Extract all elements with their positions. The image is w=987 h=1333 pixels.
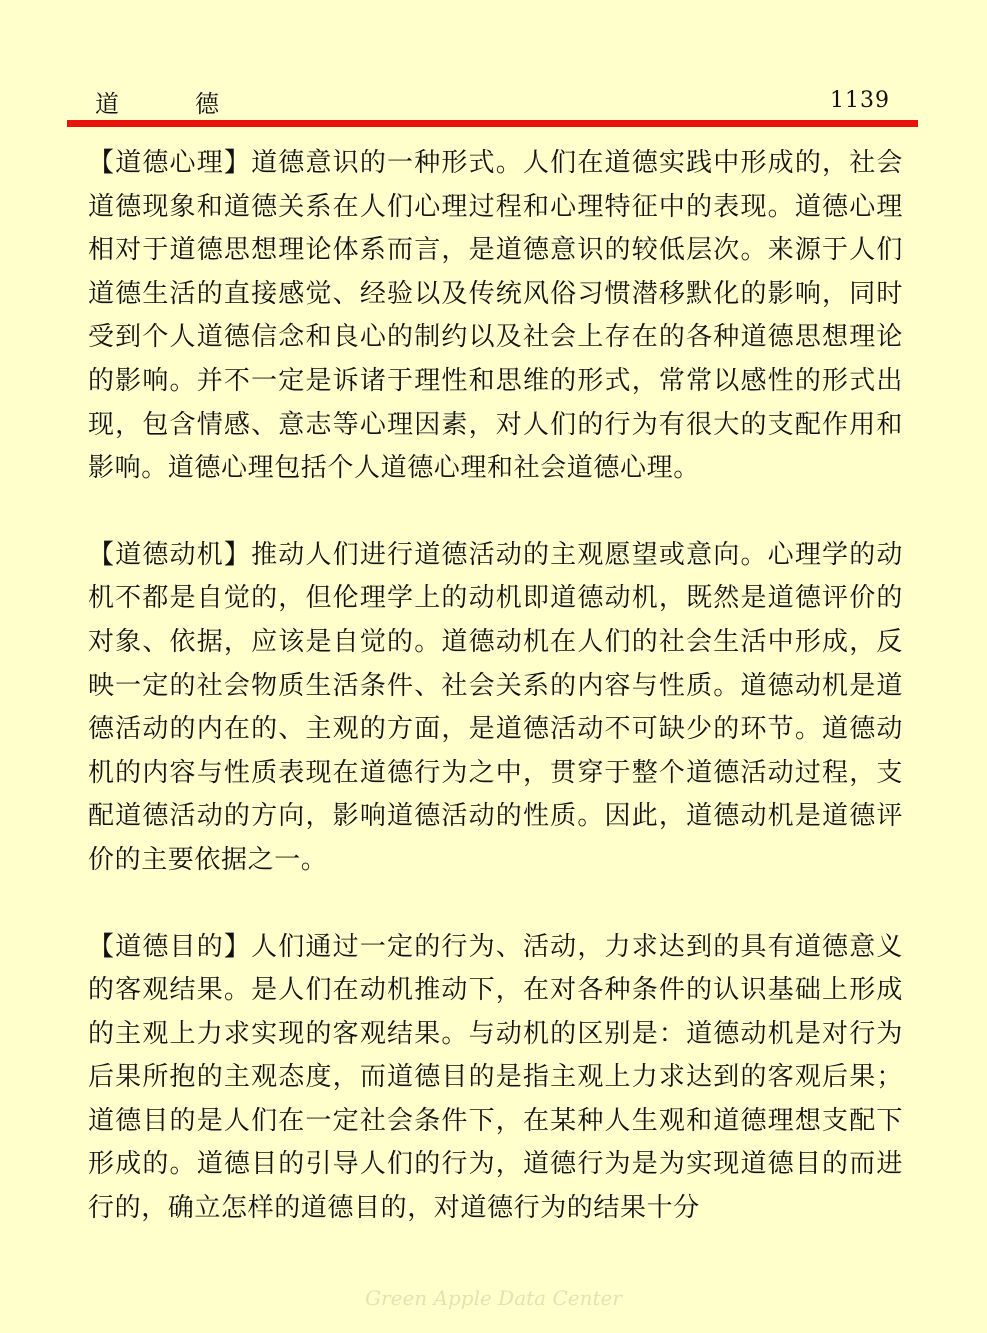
running-title: 道德 <box>95 90 295 118</box>
entry-text: 道德意识的一种形式。人们在道德实践中形成的，社会道德现象和道德关系在人们心理过程和心理特征中的表现。道德心理相对于道德思想理论体系而言，是道德意识的较低层次。来源于人们道德生活的直接感觉、经验以及传统风俗习惯潜移默化的影响，同时受到个人道德信念和良心的制约以及社会上存在的各种道德思想理论的影响。并不一定是诉诸于理性和思维的形式，常常以感性的形式出现，包含情感、意志等心理因素，对人们的行为有很大的支配作用和影响。道德心理包括个人道德心理和社会道德心理。 <box>88 148 903 484</box>
dictionary-content <box>88 142 903 1274</box>
entry-moral-purpose <box>88 926 903 1231</box>
entry-term: 【道德动机】 <box>88 539 252 570</box>
entry-term: 【道德目的】 <box>88 931 252 962</box>
watermark: Green Apple Data Center <box>365 1286 622 1310</box>
entry-moral-motive <box>88 534 903 883</box>
entry-text: 推动人们进行道德活动的主观愿望或意向。心理学的动机不都是自觉的，但伦理学上的动机即道德动机，既然是道德评价的对象、依据，应该是自觉的。道德动机在人们的社会生活中形成，反映一定的社会物质生活条件、社会关系的内容与性质。道德动机是道德活动的内在的、主观的方面，是道德活动不可缺少的环节。道德动机的内容与性质表现在道德行为之中，贯穿于整个道德活动过程，支配道德活动的方向，影响道德活动的性质。因此，道德动机是道德评价的主要依据之一。 <box>88 539 903 875</box>
entry-term: 【道德心理】 <box>88 148 252 178</box>
entry-moral-psychology <box>88 142 903 491</box>
header-rule <box>67 120 918 127</box>
entry-text: 人们通过一定的行为、活动，力求达到的具有道德意义的客观结果。是人们在动机推动下，在对各种条件的认识基础上形成的主观上力求实现的客观结果。与动机的区别是：道德动机是对行为后果所抱的主观态度，而道德目的是指主观上力求达到的客观后果；道德目的是人们在一定社会条件下，在某种人生观和道德理想支配下形成的。道德目的引导人们的行为，道德行为是为实现道德目的而进行的，确立怎样的道德目的，对道德行为的结果十分 <box>88 931 903 1224</box>
page-number: 1139 <box>830 88 890 113</box>
running-header <box>67 80 918 116</box>
